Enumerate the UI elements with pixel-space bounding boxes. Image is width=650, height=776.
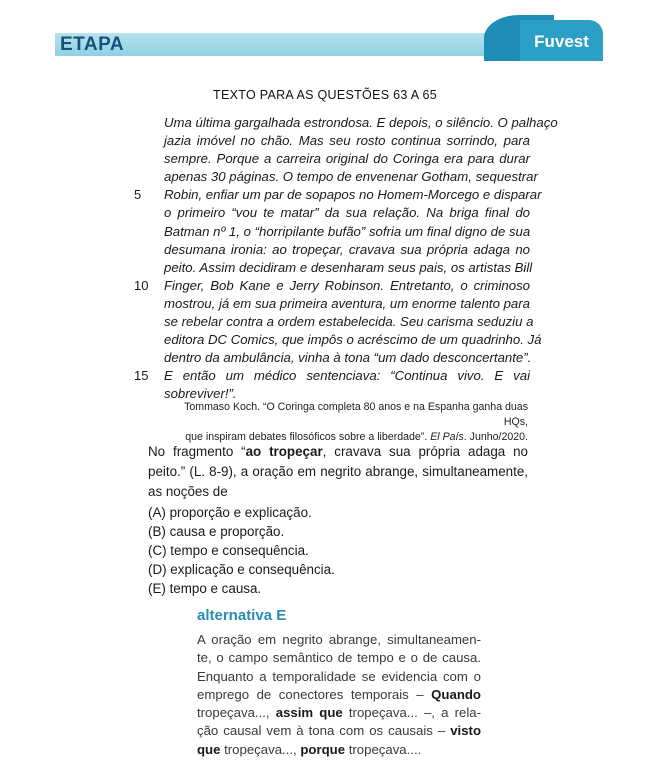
brand-logo: ETAPA bbox=[60, 34, 125, 55]
answer-line: emprego de conectores temporais – Quando bbox=[197, 686, 481, 702]
option-e: (E) tempo e causa. bbox=[148, 581, 262, 596]
question bbox=[148, 442, 528, 502]
question-line-3: as noções de bbox=[148, 484, 228, 499]
line-number: 15 bbox=[134, 368, 149, 384]
passage-line-text: desumana ironia: ao tropeçar, cravava sua própria adaga no bbox=[164, 241, 530, 257]
passage bbox=[134, 114, 558, 404]
passage-line bbox=[134, 168, 538, 186]
passage-line-text: mostrou, já em sua primeira aventura, um enorme talento para bbox=[164, 295, 530, 311]
passage-line bbox=[134, 241, 530, 259]
answer-line: A oração em negrito abrange, simultaneamen- bbox=[197, 632, 481, 647]
passage-line bbox=[134, 204, 530, 222]
passage-line bbox=[134, 349, 530, 367]
answer-title: alternativa E bbox=[197, 607, 287, 624]
answer-line: tropeçava..., assim que tropeçava... –, a rela- bbox=[197, 705, 481, 721]
passage-line bbox=[134, 223, 530, 241]
passage-line bbox=[134, 295, 530, 313]
answer-line: que tropeçava..., porque tropeçava.... bbox=[197, 741, 422, 757]
option-a: (A) proporção e explicação. bbox=[148, 505, 312, 520]
question-text: , cravava sua própria adaga no bbox=[322, 444, 528, 459]
answer-line: Enquanto a temporalidade se evidencia com o bbox=[197, 668, 481, 684]
option-d: (D) explicação e consequência. bbox=[148, 562, 335, 577]
passage-line-text: Robin, enfiar um par de sopapos no Homem-Morcego e disparar bbox=[164, 187, 542, 203]
option-b: (B) causa e proporção. bbox=[148, 524, 285, 539]
question-line-1 bbox=[148, 442, 528, 462]
line-number: 5 bbox=[134, 187, 142, 203]
passage-line-text: jazia imóvel no chão. Mas seu rosto continua sorrindo, para bbox=[164, 133, 530, 149]
page-header bbox=[0, 0, 650, 80]
answer-explanation bbox=[197, 631, 481, 759]
exam-tab: Fuvest bbox=[520, 20, 603, 61]
answer-options bbox=[148, 503, 335, 598]
passage-line bbox=[134, 331, 542, 349]
line-number: 10 bbox=[134, 277, 149, 293]
passage-line-text: sobreviver!”. bbox=[164, 386, 237, 402]
question-text: No fragmento “ bbox=[148, 444, 246, 459]
source-text: que inspiram debates filosóficos sobre a liberdade”. bbox=[185, 431, 431, 443]
source-publication: El País bbox=[430, 431, 464, 443]
question-line-2: peito.” (L. 8-9), a oração em negrito abrange, simultaneamente, bbox=[148, 464, 528, 479]
passage-line bbox=[134, 313, 534, 331]
option-c: (C) tempo e consequência. bbox=[148, 543, 309, 558]
passage-line-text: peito. Assim decidiram e desenharam seus pais, os artistas Bill bbox=[164, 259, 533, 275]
question-bold-fragment: ao tropeçar bbox=[245, 444, 323, 459]
passage-line bbox=[134, 132, 530, 150]
passage-line-text: Batman nº 1, o “horripilante bufão” sofria um final digno de sua bbox=[164, 223, 531, 239]
passage-line bbox=[134, 114, 558, 132]
passage-line-text: editora DC Comics, que impôs o acréscimo de um quadrinho. Já bbox=[164, 332, 542, 348]
passage-line-text: sempre. Porque a carreira original do Coringa era para durar bbox=[164, 151, 530, 167]
section-title: TEXTO PARA AS QUESTÕES 63 A 65 bbox=[213, 88, 437, 102]
source-line-1: Tommaso Koch. “O Coringa completa 80 anos e na Espanha ganha duas HQs, bbox=[184, 401, 528, 428]
source-date: . Junho/2020. bbox=[463, 431, 528, 443]
passage-line-text: dentro da ambulância, vinha à tona “um dado desconcertante”. bbox=[164, 350, 532, 366]
passage-line-text: se rebelar contra a ordem estabelecida. Seu carisma seduziu a bbox=[164, 314, 534, 330]
passage-source bbox=[170, 400, 528, 445]
answer-line: te, o campo semântico de tempo e o de causa. bbox=[197, 650, 481, 666]
passage-line-text: o primeiro “vou te matar” da sua relação. Na briga final do bbox=[164, 205, 530, 221]
passage-line-text: apenas 30 páginas. O tempo de envenenar Gotham, sequestrar bbox=[164, 169, 538, 185]
passage-line bbox=[134, 150, 530, 168]
passage-line-text: Finger, Bob Kane e Jerry Robinson. Entretanto, o criminoso bbox=[164, 277, 530, 293]
passage-line bbox=[134, 259, 533, 277]
answer-line: ção causal vem à tona com os causais – visto bbox=[197, 723, 481, 739]
passage-line bbox=[134, 277, 530, 295]
passage-line bbox=[134, 367, 530, 385]
passage-line bbox=[134, 186, 542, 204]
passage-line-text: Uma última gargalhada estrondosa. E depois, o silêncio. O palhaço bbox=[164, 115, 558, 130]
passage-line-text: E então um médico sentenciava: “Continua vivo. E vai bbox=[164, 368, 530, 384]
